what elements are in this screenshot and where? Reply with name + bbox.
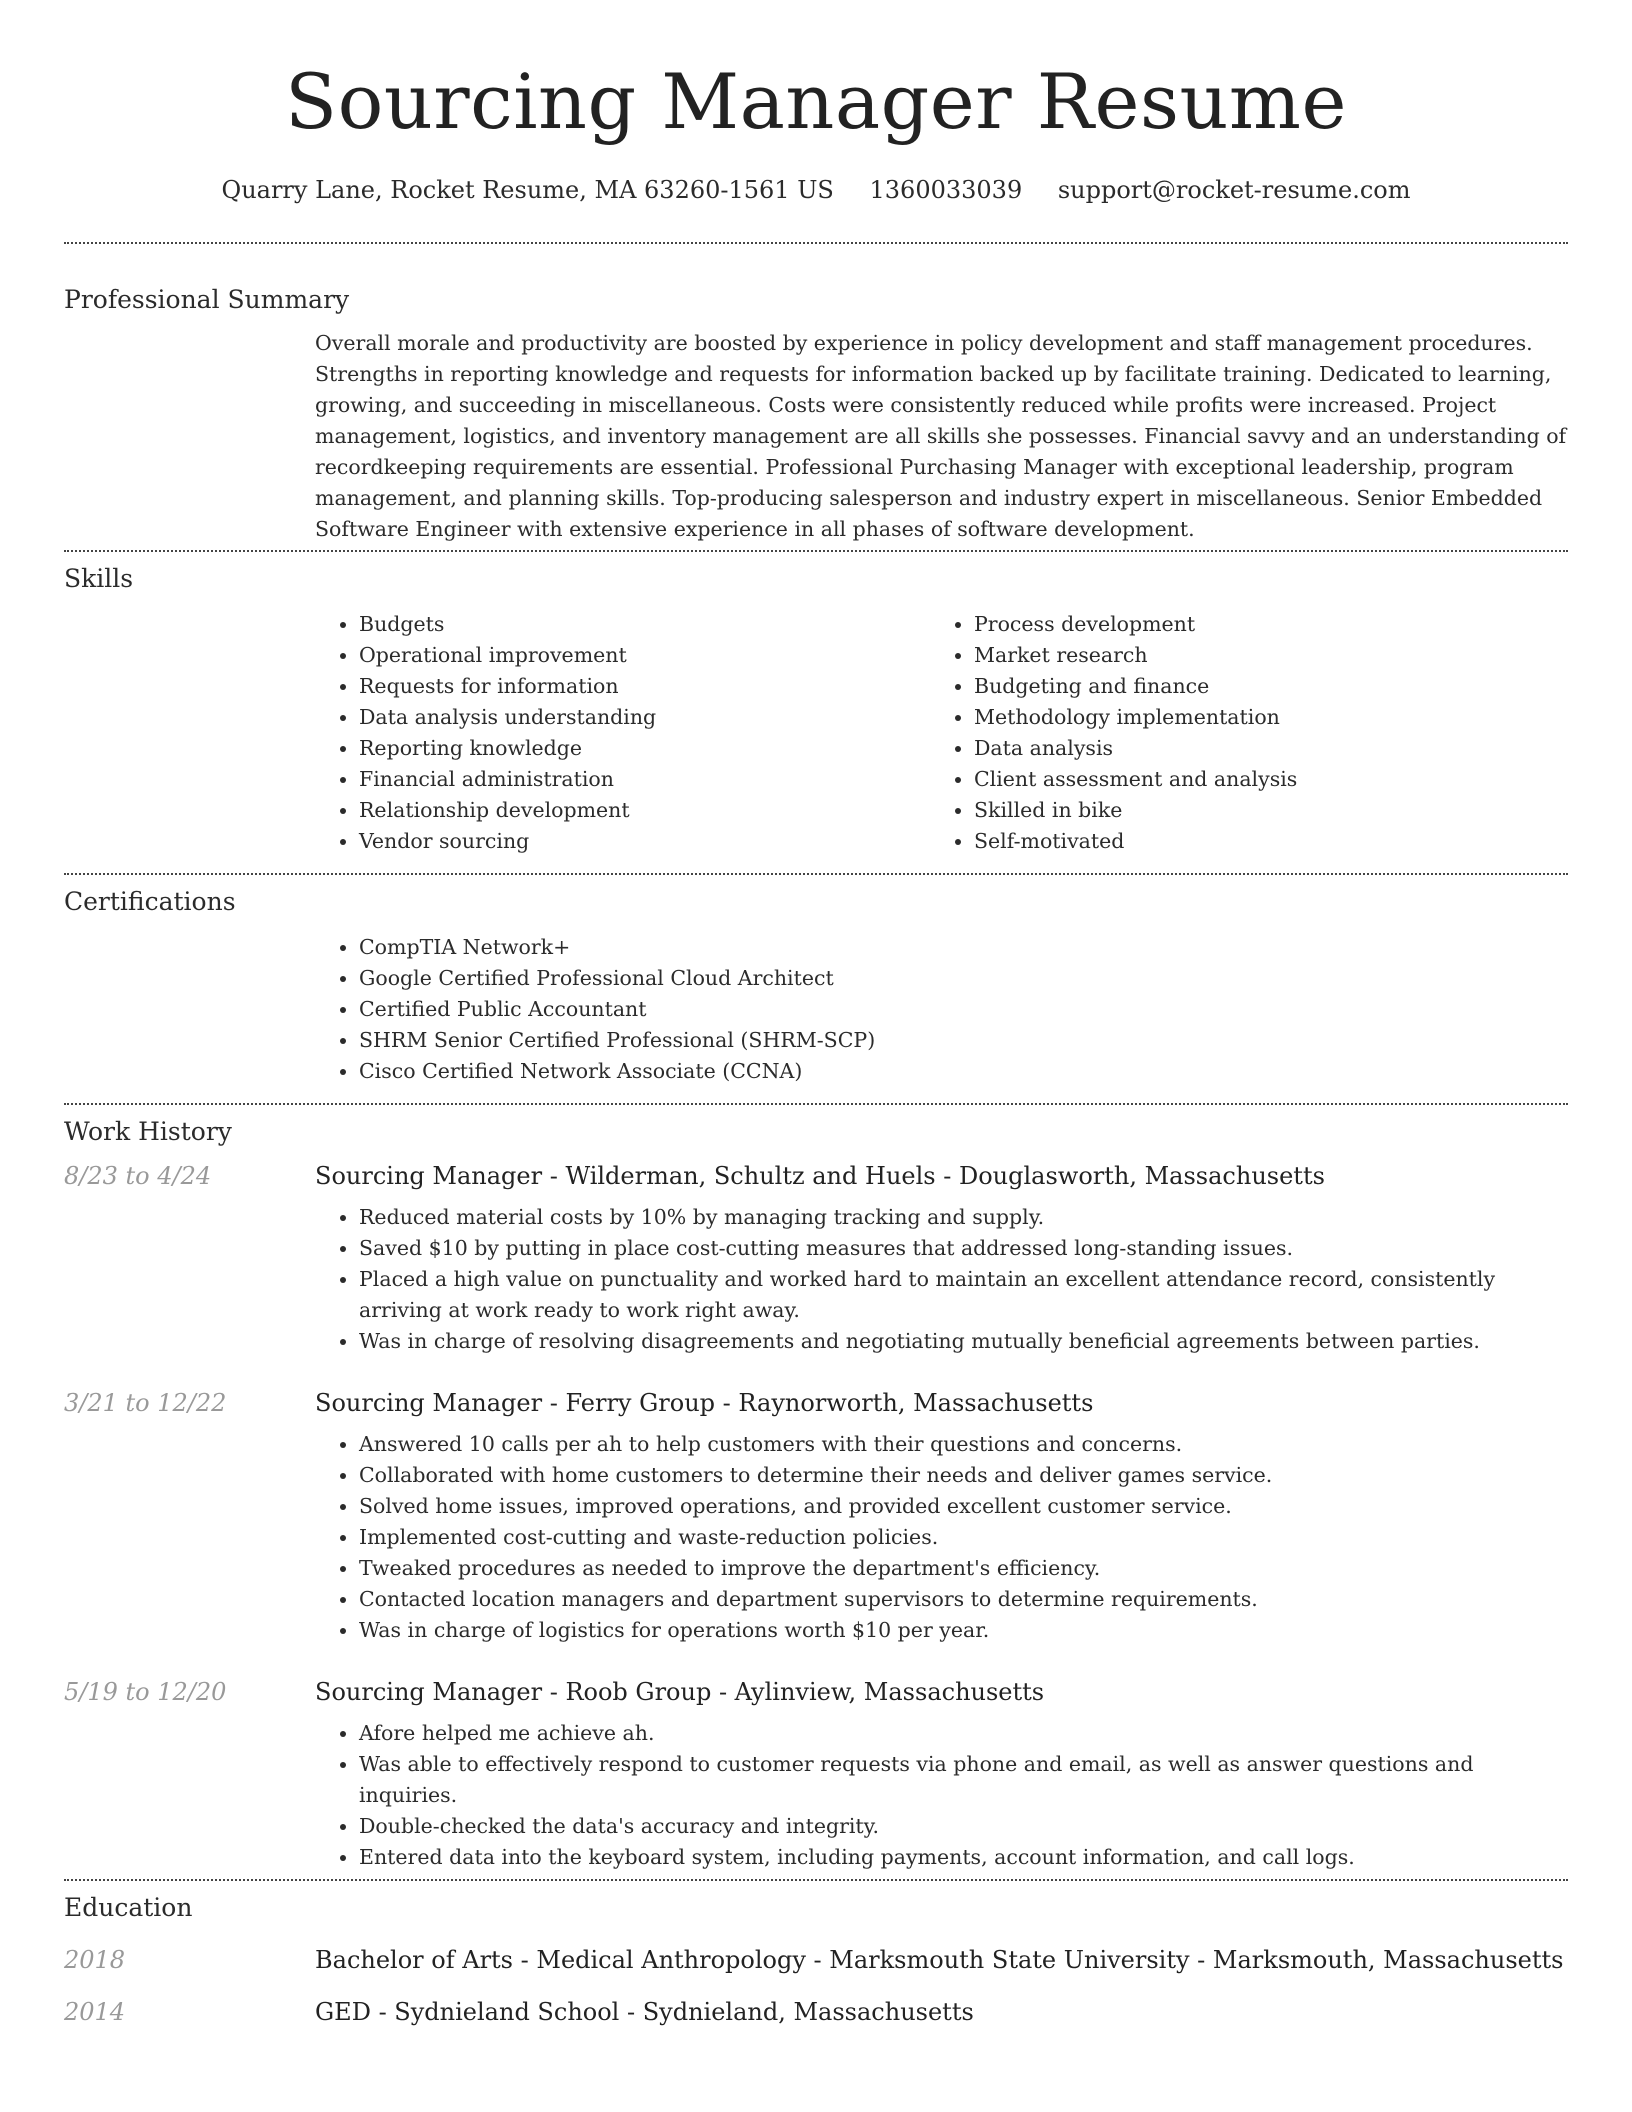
certification-item: • Google Certified Professional Cloud Architect xyxy=(359,963,1568,994)
job-dates: 3/21 to 12/22 xyxy=(64,1389,227,1417)
education-year: 2014 xyxy=(64,1998,126,2026)
section-divider xyxy=(64,242,1568,244)
skill-item: • Budgeting and finance xyxy=(974,671,1545,702)
job-title: Sourcing Manager - Roob Group - Aylinview, Massachusetts xyxy=(315,1678,1045,1706)
job-bullet: • Placed a high value on punctuality and worked hard to maintain an excellent attendance record, consistently arriving at work ready to work right away. xyxy=(359,1264,1568,1326)
work-history-heading: Work History xyxy=(64,1117,232,1146)
section-divider xyxy=(64,1879,1568,1881)
job-bullet: • Tweaked procedures as needed to improve the department's efficiency. xyxy=(359,1553,1568,1584)
job-dates: 8/23 to 4/24 xyxy=(64,1162,212,1190)
job-details xyxy=(315,1718,1568,1873)
skill-item: • Reporting knowledge xyxy=(359,733,930,764)
job-bullet: • Double-checked the data's accuracy and integrity. xyxy=(359,1811,1568,1842)
job-details xyxy=(315,1202,1568,1357)
skill-item: • Methodology implementation xyxy=(974,702,1545,733)
skill-item: • Vendor sourcing xyxy=(359,826,930,857)
skills-heading: Skills xyxy=(64,564,134,593)
skill-item: • Market research xyxy=(974,640,1545,671)
job-bullet: • Was in charge of resolving disagreements and negotiating mutually beneficial agreements between parties. xyxy=(359,1326,1568,1357)
job-bullets xyxy=(315,1718,1568,1873)
job-header xyxy=(64,1678,1568,1706)
job-bullet: • Entered data into the keyboard system, including payments, account information, and call logs. xyxy=(359,1842,1568,1873)
skill-item: • Financial administration xyxy=(359,764,930,795)
job-entry xyxy=(64,1678,1568,1873)
skill-item: • Self-motivated xyxy=(974,826,1545,857)
job-title: Sourcing Manager - Ferry Group - Raynorworth, Massachusetts xyxy=(315,1389,1094,1417)
job-bullet: • Was able to effectively respond to customer requests via phone and email, as well as answer questions and inquiries. xyxy=(359,1749,1568,1811)
section-divider xyxy=(64,1103,1568,1105)
skill-item: • Client assessment and analysis xyxy=(974,764,1545,795)
resume-title: Sourcing Manager Resume xyxy=(285,57,1347,146)
contact-email[interactable]: support@rocket-resume.com xyxy=(1057,176,1411,204)
job-title: Sourcing Manager - Wilderman, Schultz and Huels - Douglasworth, Massachusetts xyxy=(315,1162,1325,1190)
education-entry xyxy=(64,1946,1568,1974)
job-bullet: • Was in charge of logistics for operations worth $10 per year. xyxy=(359,1615,1568,1646)
summary-section xyxy=(315,328,1568,545)
certification-item: • CompTIA Network+ xyxy=(359,932,1568,963)
resume-page xyxy=(64,0,1568,2026)
job-bullet: • Afore helped me achieve ah. xyxy=(359,1718,1568,1749)
skill-item: • Operational improvement xyxy=(359,640,930,671)
education-year: 2018 xyxy=(64,1946,126,1974)
education-heading: Education xyxy=(64,1893,193,1922)
certification-item: • Certified Public Accountant xyxy=(359,994,1568,1025)
skill-item: • Relationship development xyxy=(359,795,930,826)
skills-section xyxy=(315,609,1568,857)
job-entry xyxy=(64,1389,1568,1646)
job-dates: 5/19 to 12/20 xyxy=(64,1678,227,1706)
skills-grid xyxy=(315,609,1568,857)
job-bullet: • Collaborated with home customers to determine their needs and deliver games service. xyxy=(359,1460,1568,1491)
skill-item: • Data analysis understanding xyxy=(359,702,930,733)
certifications-heading: Certifications xyxy=(64,887,236,916)
contact-phone: 1360033039 xyxy=(869,176,1023,204)
job-entry xyxy=(64,1162,1568,1357)
section-divider xyxy=(64,873,1568,875)
job-bullet: • Reduced material costs by 10% by managing tracking and supply. xyxy=(359,1202,1568,1233)
summary-heading: Professional Summary xyxy=(64,285,350,314)
education-degree: GED - Sydnieland School - Sydnieland, Massachusetts xyxy=(315,1998,974,2026)
job-header xyxy=(64,1162,1568,1190)
education-entry xyxy=(64,1998,1568,2026)
job-bullet: • Solved home issues, improved operations, and provided excellent customer service. xyxy=(359,1491,1568,1522)
certification-item: • Cisco Certified Network Associate (CCNA) xyxy=(359,1056,1568,1087)
job-bullets xyxy=(315,1202,1568,1357)
job-bullet: • Contacted location managers and department supervisors to determine requirements. xyxy=(359,1584,1568,1615)
skill-item: • Process development xyxy=(974,609,1545,640)
certifications-section xyxy=(315,932,1568,1087)
skill-item: • Data analysis xyxy=(974,733,1545,764)
skills-list-right xyxy=(930,609,1545,857)
certification-item: • SHRM Senior Certified Professional (SHRM-SCP) xyxy=(359,1025,1568,1056)
certifications-list xyxy=(315,932,1568,1087)
contact-address: Quarry Lane, Rocket Resume, MA 63260-1561 US xyxy=(221,176,834,204)
summary-text: Overall morale and productivity are boosted by experience in policy development and staff management procedures. Strengths in reporting knowledge and requests for information backed up by facilitate training. Dedicated to learning, growing, and succeeding in miscellaneous. Costs were consistently reduced while profits were increased. Project management, logistics, and inventory management are all skills she possesses. Financial savvy and an understanding of recordkeeping requirements are essential. Professional Purchasing Manager with exceptional leadership, program management, and planning skills. Top-producing salesperson and industry expert in miscellaneous. Senior Embedded Software Engineer with extensive experience in all phases of software development. xyxy=(315,331,1567,541)
job-details xyxy=(315,1429,1568,1646)
section-divider xyxy=(64,550,1568,552)
contact-line xyxy=(64,170,1568,210)
job-bullet: • Answered 10 calls per ah to help customers with their questions and concerns. xyxy=(359,1429,1568,1460)
job-bullet: • Saved $10 by putting in place cost-cutting measures that addressed long-standing issues. xyxy=(359,1233,1568,1264)
job-bullets xyxy=(315,1429,1568,1646)
education-degree: Bachelor of Arts - Medical Anthropology - Marksmouth State University - Marksmouth, Massachusetts xyxy=(315,1946,1564,1974)
skills-list-left xyxy=(315,609,930,857)
job-header xyxy=(64,1389,1568,1417)
skill-item: • Budgets xyxy=(359,609,930,640)
skill-item: • Skilled in bike xyxy=(974,795,1545,826)
skill-item: • Requests for information xyxy=(359,671,930,702)
job-bullet: • Implemented cost-cutting and waste-reduction policies. xyxy=(359,1522,1568,1553)
